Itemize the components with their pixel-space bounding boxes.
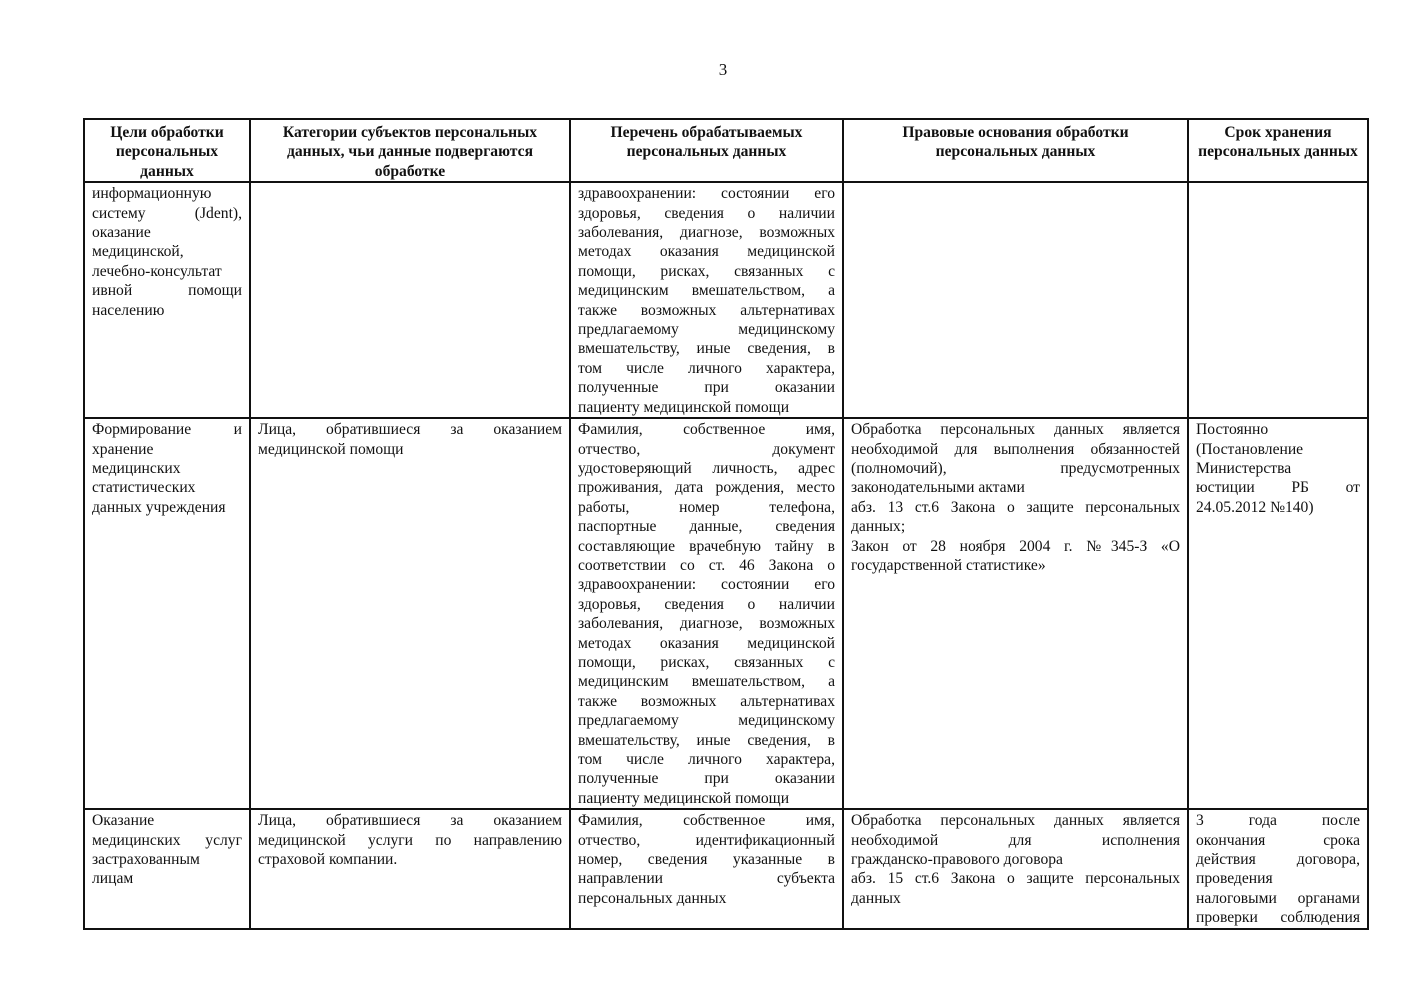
cell-line: проверки соблюдения — [1196, 909, 1360, 927]
cell-line: направлении субъекта — [578, 870, 835, 888]
cell-line: действия договора, — [1196, 851, 1360, 869]
cell-line: номер, сведения указанные в — [578, 851, 835, 869]
cell-line: медицинской, — [92, 243, 184, 261]
cell-line: законодательными актами — [851, 479, 1025, 497]
cell-line: том числе личного характера, — [578, 751, 835, 768]
cell-line: полученные при оказании — [578, 379, 835, 397]
cell-line: систему (Jdent), — [92, 204, 242, 222]
cell-line: помощи, рисках, связанных с — [578, 653, 835, 671]
cell-purpose — [84, 418, 250, 809]
cell-line: Обработка персональных данных является — [851, 421, 1180, 439]
cell-legal-basis — [843, 182, 1188, 418]
cell-line: вмешательству, иные сведения, в — [578, 731, 835, 749]
cell-line: хранение — [92, 440, 154, 458]
cell-line: отчество, документ — [578, 440, 835, 458]
cell-line: данных; — [851, 518, 906, 536]
cell-line: здоровья, сведения о наличии — [578, 204, 835, 222]
cell-data-list — [570, 182, 843, 418]
cell-line: юстиции РБ от — [1196, 479, 1360, 497]
cell-line: страховой компании. — [258, 851, 398, 869]
cell-subjects — [250, 809, 570, 928]
cell-line: (полномочий), предусмотренных — [851, 459, 1180, 477]
cell-line: также возможных альтернативах — [578, 301, 835, 319]
header-retention: Срок хранения персональных данных — [1188, 119, 1368, 182]
cell-line: работы, номер телефона, — [578, 498, 835, 516]
cell-line: удостоверяющий личность, адрес — [578, 459, 835, 477]
cell-retention — [1188, 809, 1368, 928]
cell-line: Лица, обратившиеся за оказанием — [258, 812, 562, 830]
cell-line: (Постановление — [1196, 440, 1304, 458]
cell-line: необходимой для исполнения — [851, 831, 1180, 849]
cell-line: персональных данных — [578, 889, 727, 907]
cell-line: также возможных альтернативах — [578, 692, 835, 710]
page-number: 3 — [718, 60, 728, 79]
personal-data-table — [83, 118, 1369, 930]
cell-line: государственной статистике» — [851, 556, 1046, 574]
cell-line: вмешательству, иные сведения, в — [578, 340, 835, 358]
header-purpose: Цели обработки персональных данных — [84, 119, 250, 182]
cell-line: Обработка персональных данных является — [851, 812, 1180, 830]
cell-line: медицинским вмешательством, а — [578, 282, 835, 300]
header-data-list: Перечень обрабатываемых персональных данных — [570, 119, 843, 182]
cell-purpose — [84, 182, 250, 418]
cell-line: пациенту медицинской помощи — [578, 789, 790, 807]
cell-subjects — [250, 418, 570, 809]
cell-line: данных учреждения — [92, 498, 226, 516]
cell-line: полученные при оказании — [578, 770, 835, 788]
cell-line: методах оказания медицинской — [578, 243, 835, 261]
table-row — [84, 809, 1368, 928]
cell-line: данных — [851, 889, 901, 907]
cell-legal-basis — [843, 418, 1188, 809]
table-row — [84, 182, 1368, 418]
cell-line: оказание — [92, 224, 151, 242]
cell-line: налоговыми органами — [1196, 889, 1360, 907]
cell-line: здоровья, сведения о наличии — [578, 595, 835, 613]
cell-line: лечебно-консультат — [92, 262, 222, 280]
cell-line: ивной помощи — [92, 282, 242, 300]
cell-line: медицинской помощи — [258, 440, 404, 458]
cell-line: абз. 15 ст.6 Закона о защите персональных — [851, 870, 1180, 888]
cell-line: здравоохранении: состоянии его — [578, 576, 835, 594]
cell-line: населению — [92, 301, 165, 319]
cell-line: соответствии со ст. 46 Закона о — [578, 556, 835, 574]
cell-line: предлагаемому медицинскому — [578, 321, 835, 339]
cell-line: здравоохранении: состоянии его — [578, 185, 835, 203]
cell-line: лицам — [92, 870, 134, 888]
header-legal-basis: Правовые основания обработки персональных данных — [843, 119, 1188, 182]
cell-line: гражданско-правового договора — [851, 851, 1063, 869]
cell-line: Фамилия, собственное имя, — [578, 421, 835, 439]
cell-legal-basis — [843, 809, 1188, 928]
cell-line: 3 года после — [1196, 812, 1360, 830]
cell-line: паспортные данные, сведения — [578, 518, 835, 536]
cell-line: застрахованным — [92, 851, 200, 869]
cell-line: окончания срока — [1196, 831, 1360, 849]
cell-line: предлагаемому медицинскому — [578, 712, 835, 730]
cell-line: медицинской услуги по направлению — [258, 831, 562, 849]
cell-line: необходимой для выполнения обязанностей — [851, 440, 1180, 458]
cell-line: медицинских услуг — [92, 831, 242, 849]
cell-line: медицинским вмешательством, а — [578, 673, 835, 691]
cell-purpose — [84, 809, 250, 928]
cell-line: Постоянно — [1196, 421, 1269, 439]
header-subjects: Категории субъектов персональных данных, чьи данные подвергаются обработке — [250, 119, 570, 182]
table-row — [84, 418, 1368, 809]
cell-line: отчество, идентификационный — [578, 831, 835, 849]
cell-line: Лица, обратившиеся за оказанием — [258, 421, 562, 439]
cell-retention — [1188, 418, 1368, 809]
cell-line: методах оказания медицинской — [578, 634, 835, 652]
cell-line: проживания, дата рождения, место — [578, 479, 835, 497]
cell-line: абз. 13 ст.6 Закона о защите персональных — [851, 498, 1180, 516]
cell-line: проведения — [1196, 870, 1273, 888]
cell-data-list — [570, 809, 843, 928]
cell-line: помощи, рисках, связанных с — [578, 262, 835, 280]
cell-subjects — [250, 182, 570, 418]
cell-line: заболевания, диагнозе, возможных — [578, 224, 835, 242]
cell-data-list — [570, 418, 843, 809]
cell-line: заболевания, диагнозе, возможных — [578, 615, 835, 633]
cell-line: Закон от 28 ноября 2004 г. №345-З «О — [851, 537, 1180, 555]
cell-line: медицинских — [92, 459, 181, 477]
cell-line: Оказание — [92, 812, 155, 830]
cell-line: 24.05.2012 №140) — [1196, 498, 1314, 516]
cell-line: том числе личного характера, — [578, 359, 835, 377]
cell-retention — [1188, 182, 1368, 418]
table-header-row — [84, 119, 1368, 182]
cell-line: статистических — [92, 479, 196, 497]
cell-line: пациенту медицинской помощи — [578, 398, 790, 416]
cell-line: информационную — [92, 185, 212, 203]
cell-line: Фамилия, собственное имя, — [578, 812, 835, 830]
cell-line: составляющие врачебную тайну в — [578, 537, 835, 555]
cell-line: Министерства — [1196, 459, 1292, 477]
cell-line: Формирование и — [92, 421, 242, 439]
